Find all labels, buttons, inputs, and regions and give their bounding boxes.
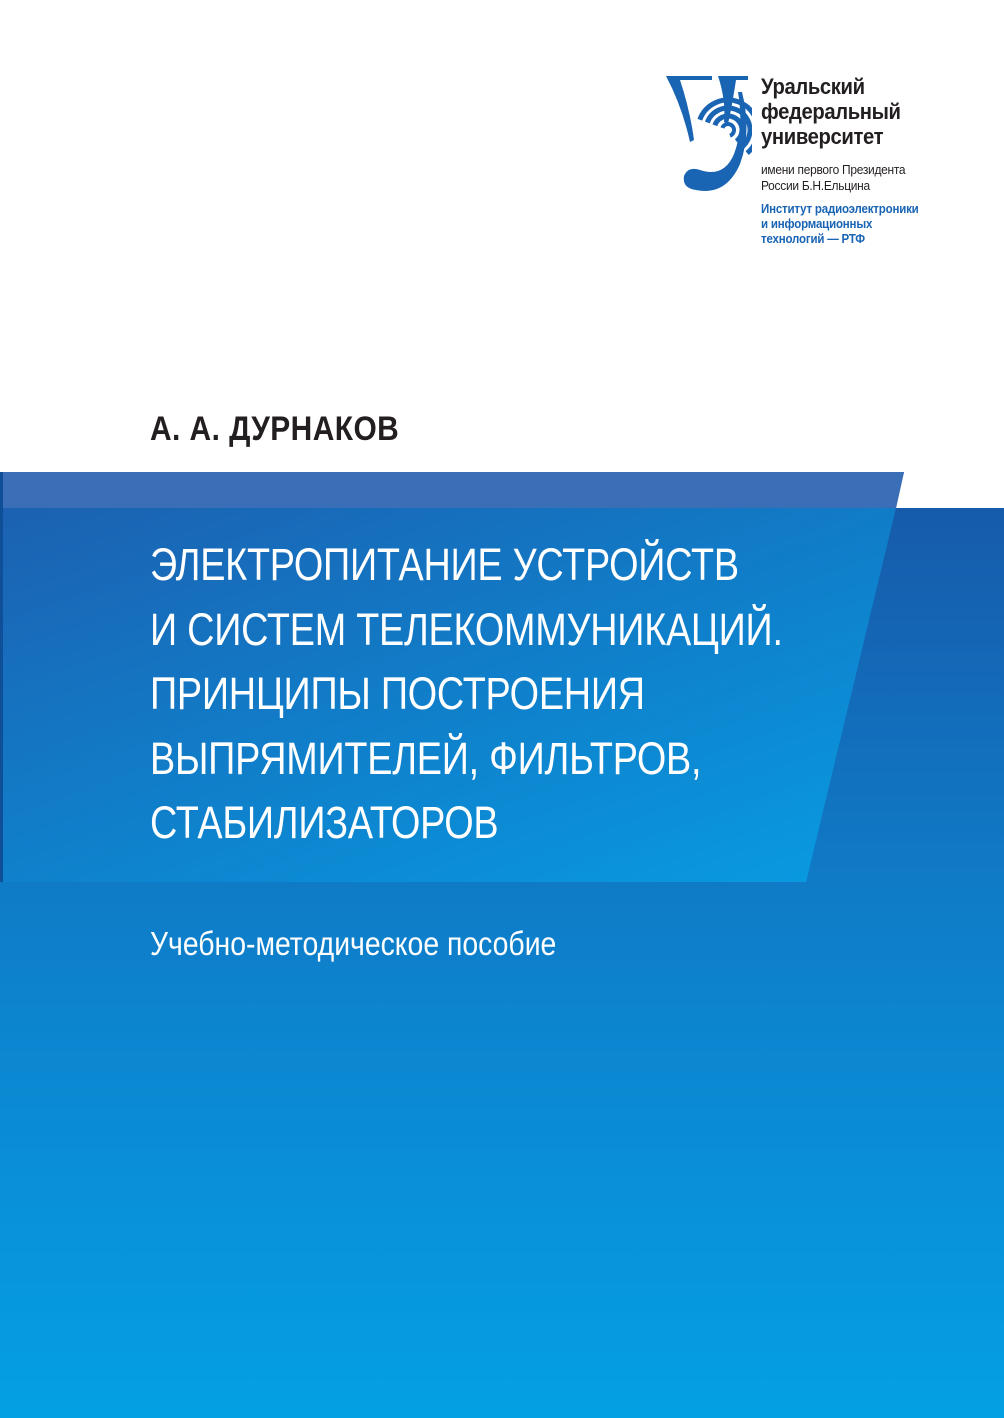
university-subtitle: [761, 162, 963, 194]
book-title-line-5: СТАБИЛИЗАТОРОВ: [150, 797, 499, 848]
university-name-line-2: федеральный: [761, 99, 901, 124]
university-name-line-1: Уральский: [761, 74, 865, 99]
university-name: [761, 74, 973, 149]
university-name-line-3: университет: [761, 124, 884, 149]
book-title-line-3: ПРИНЦИПЫ ПОСТРОЕНИЯ: [150, 668, 645, 719]
institute-name: [761, 202, 963, 247]
book-title: [150, 533, 783, 856]
book-type: Учебно-методическое пособие: [150, 925, 557, 962]
institute-name-line-2: и информационных: [761, 217, 873, 231]
institute-name-line-1: Институт радиоэлектроники: [761, 202, 919, 216]
book-title-line-2: И СИСТЕМ ТЕЛЕКОММУНИКАЦИЙ.: [150, 603, 783, 655]
university-subtitle-line-2: России Б.Н.Ельцина: [761, 178, 870, 193]
institute-name-line-3: технологий — РТФ: [761, 232, 865, 246]
book-title-line-4: ВЫПРЯМИТЕЛЕЙ, ФИЛЬТРОВ,: [150, 732, 702, 784]
book-title-line-1: ЭЛЕКТРОПИТАНИЕ УСТРОЙСТВ: [150, 539, 739, 590]
author-name: А. А. ДУРНАКОВ: [150, 410, 400, 448]
university-subtitle-line-1: имени первого Президента: [761, 162, 906, 177]
urfu-u-logo-icon: [660, 72, 752, 196]
